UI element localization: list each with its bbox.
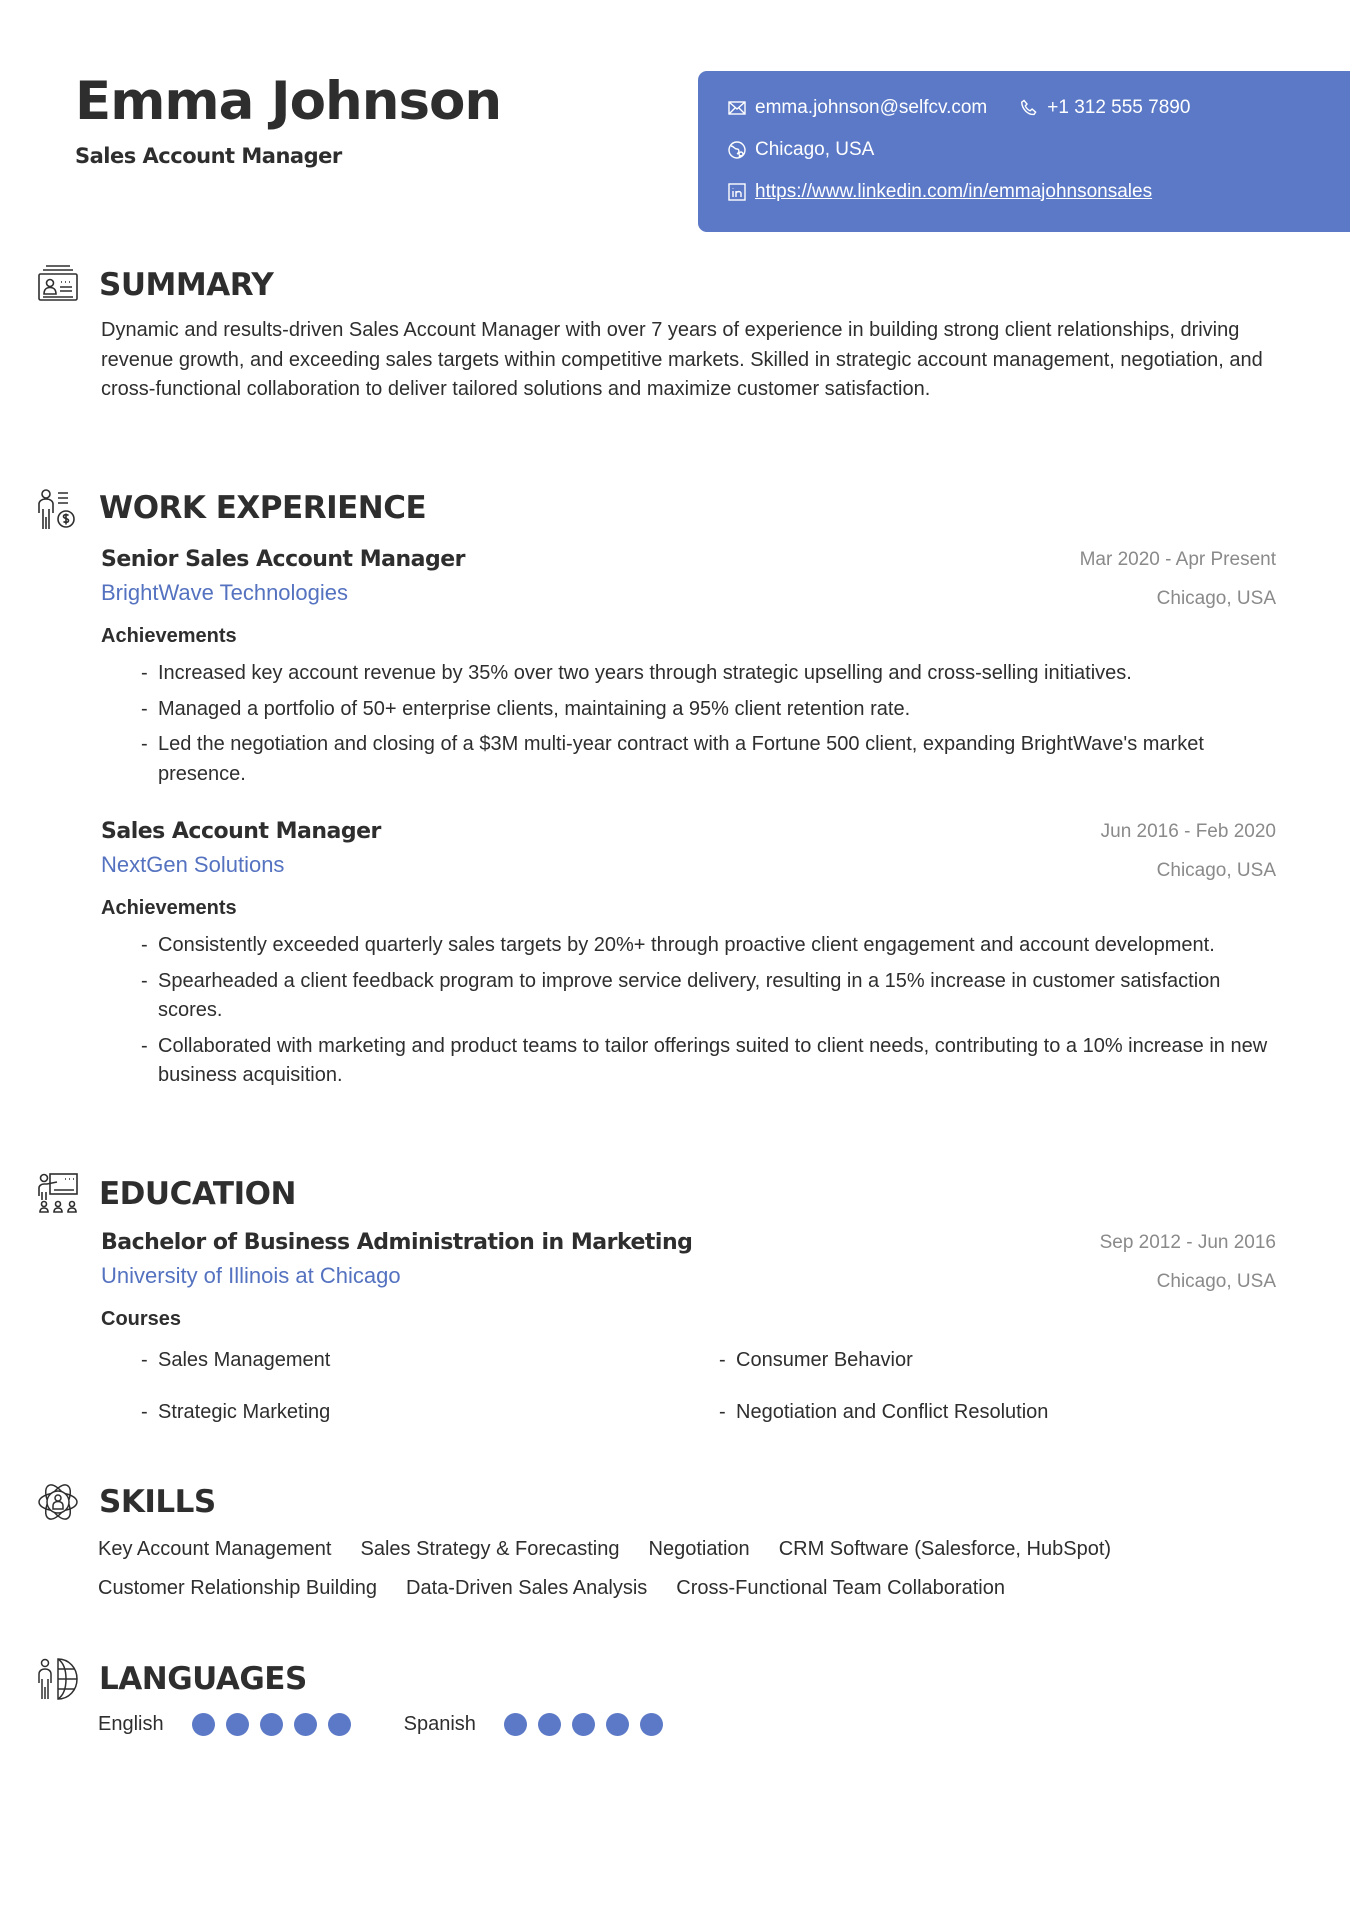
achievements-list <box>141 931 1276 1091</box>
location-text: Chicago, USA <box>755 138 875 160</box>
school-name: University of Illinois at Chicago <box>101 1263 401 1288</box>
contact-email[interactable] <box>727 97 987 119</box>
degree-title: Bachelor of Business Administration in Marketing <box>101 1230 693 1255</box>
summary-title: SUMMARY <box>99 267 274 303</box>
languages-title: LANGUAGES <box>99 1661 307 1697</box>
achievement-item: - Increased key account revenue by 35% over two years through strategic upselling and cross-selling initiatives. <box>141 659 1276 689</box>
contact-location <box>727 139 874 161</box>
job-dates: Mar 2020 - Apr Present <box>1079 549 1276 570</box>
work-experience-title: WORK EXPERIENCE <box>99 490 427 526</box>
proficiency-dot <box>538 1713 561 1736</box>
job-location: Chicago, USA <box>1156 588 1276 609</box>
course-item: - Negotiation and Conflict Resolution <box>719 1397 1279 1427</box>
contact-linkedin[interactable] <box>727 181 1152 203</box>
skill-item: Key Account Management <box>98 1538 332 1560</box>
skills-title: SKILLS <box>99 1484 216 1520</box>
achievements-heading: Achievements <box>101 625 237 647</box>
job-company: NextGen Solutions <box>101 852 285 877</box>
proficiency-dot <box>504 1713 527 1736</box>
candidate-name: Emma Johnson <box>75 71 502 132</box>
job-entry <box>101 546 1276 795</box>
achievement-item: - Collaborated with marketing and product teams to tailor offerings suited to client needs, contributing to a 10% increase in new business acquisition. <box>141 1032 1276 1091</box>
proficiency-dot <box>572 1713 595 1736</box>
contact-phone[interactable] <box>1019 97 1190 119</box>
globe-icon <box>727 140 747 160</box>
skill-item: Customer Relationship Building <box>98 1577 378 1599</box>
id-card-icon <box>36 262 80 306</box>
education-dates: Sep 2012 - Jun 2016 <box>1099 1232 1276 1253</box>
education-title: EDUCATION <box>99 1176 296 1212</box>
achievement-item: - Consistently exceeded quarterly sales targets by 20%+ through proactive client engagement and account development. <box>141 931 1276 961</box>
education-entry <box>101 1229 1276 1427</box>
summary-text: Dynamic and results-driven Sales Account Manager with over 7 years of experience in building strong client relationships, driving revenue growth, and exceeding sales targets within competitive markets. Skilled in strategic account management, negotiation, and cross-functional collaboration to deliver tailored solutions and maximize customer satisfaction. <box>101 319 1263 400</box>
phone-text[interactable]: +1 312 555 7890 <box>1047 96 1191 118</box>
courses-list <box>141 1345 1276 1427</box>
language-name: English <box>98 1713 164 1735</box>
atom-person-icon <box>36 1480 80 1524</box>
job-location: Chicago, USA <box>1156 860 1276 881</box>
job-company: BrightWave Technologies <box>101 580 349 605</box>
linkedin-link[interactable]: https://www.linkedin.com/in/emmajohnsonsales <box>755 180 1153 202</box>
achievement-item: - Spearheaded a client feedback program to improve service delivery, resulting in a 15% increase in customer satisfaction scores. <box>141 967 1276 1026</box>
envelope-icon <box>727 98 747 118</box>
skill-item: Negotiation <box>648 1538 750 1560</box>
achievements-list <box>141 659 1276 789</box>
person-dollar-icon <box>36 487 80 531</box>
skill-item: Data-Driven Sales Analysis <box>406 1577 648 1599</box>
skill-item: Sales Strategy & Forecasting <box>360 1538 620 1560</box>
header <box>75 72 501 168</box>
skill-item: CRM Software (Salesforce, HubSpot) <box>778 1538 1112 1560</box>
course-item: - Strategic Marketing <box>141 1397 719 1427</box>
skills-list <box>98 1535 1298 1613</box>
proficiency-dot <box>640 1713 663 1736</box>
linkedin-icon <box>727 182 747 202</box>
proficiency-dot <box>226 1713 249 1736</box>
languages-list <box>98 1713 716 1736</box>
contact-box <box>698 71 1350 232</box>
achievement-item: - Managed a portfolio of 50+ enterprise clients, maintaining a 95% client retention rate. <box>141 695 1276 725</box>
job-title: Sales Account Manager <box>101 819 381 844</box>
job-dates: Jun 2016 - Feb 2020 <box>1100 821 1276 842</box>
person-globe-icon <box>36 1657 80 1701</box>
language-name: Spanish <box>403 1713 476 1735</box>
job-title: Senior Sales Account Manager <box>101 547 465 572</box>
skill-item: Cross-Functional Team Collaboration <box>676 1577 1005 1599</box>
proficiency-dot <box>192 1713 215 1736</box>
courses-heading: Courses <box>101 1308 182 1330</box>
achievements-heading: Achievements <box>101 897 237 919</box>
language-item <box>404 1713 674 1736</box>
proficiency-dot <box>294 1713 317 1736</box>
teacher-board-icon <box>36 1172 80 1216</box>
job-entry <box>101 818 1276 1097</box>
course-item: - Sales Management <box>141 1345 719 1375</box>
phone-icon <box>1019 98 1039 118</box>
course-item: - Consumer Behavior <box>719 1345 1279 1375</box>
proficiency-dot <box>328 1713 351 1736</box>
language-item <box>98 1713 362 1736</box>
achievement-item: - Led the negotiation and closing of a $3M multi-year contract with a Fortune 500 client, expanding BrightWave's market presence. <box>141 730 1276 789</box>
proficiency-dot <box>260 1713 283 1736</box>
email-text[interactable]: emma.johnson@selfcv.com <box>755 96 988 118</box>
candidate-title: Sales Account Manager <box>75 144 342 168</box>
proficiency-dot <box>606 1713 629 1736</box>
education-location: Chicago, USA <box>1156 1271 1276 1292</box>
